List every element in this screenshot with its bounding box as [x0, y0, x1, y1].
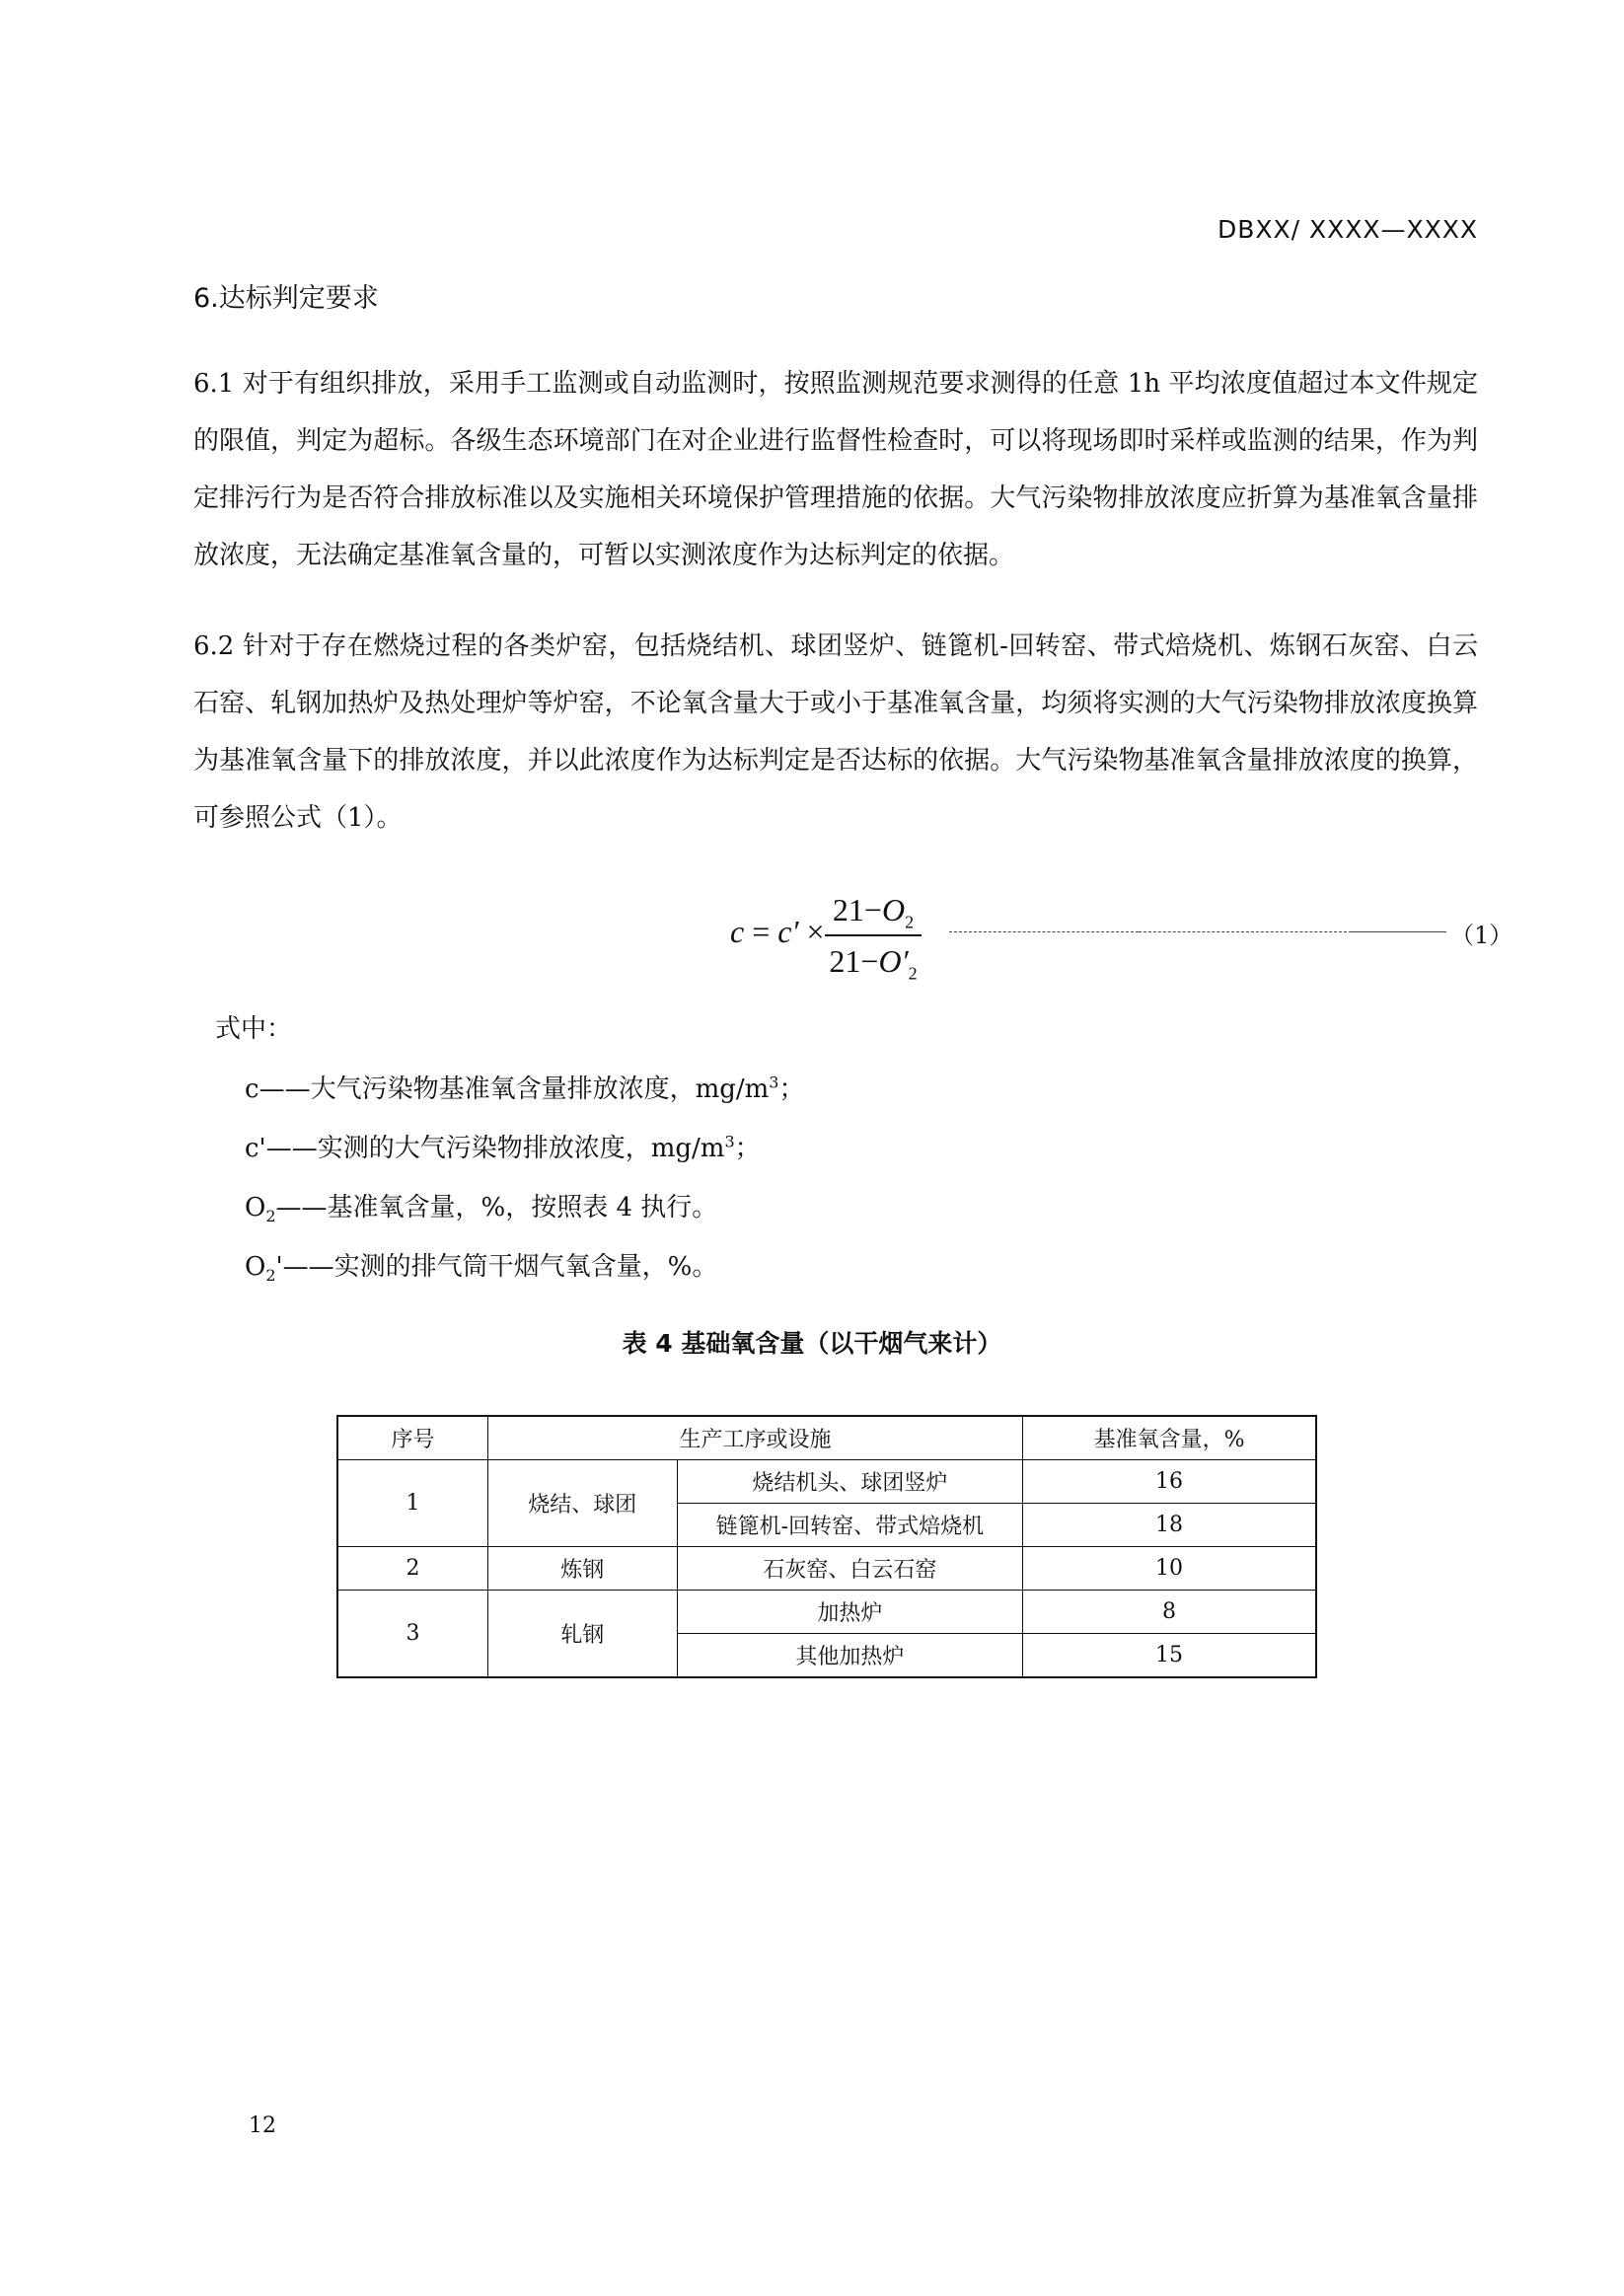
- cell-item: 烧结机头、球团竖炉: [677, 1460, 1022, 1504]
- cell-item: 链篦机-回转窑、带式焙烧机: [677, 1504, 1022, 1547]
- cell-value: 18: [1023, 1504, 1316, 1547]
- formula-lhs: [730, 914, 825, 950]
- table-title: 表 4 基础氧含量（以干烟气来计）: [622, 1329, 1002, 1358]
- leader-line: [1139, 931, 1352, 932]
- header-seq: 序号: [337, 1416, 487, 1460]
- oxygen-table: [336, 1415, 1317, 1678]
- header-process: 生产工序或设施: [487, 1416, 1022, 1460]
- table-row: [337, 1460, 1316, 1504]
- section-heading: 6.达标判定要求: [193, 283, 379, 314]
- definition-c-prime: c'——实测的大气污染物排放浓度，$mg/m^3$；: [245, 1132, 761, 1163]
- formula-times: ×: [806, 914, 825, 949]
- formula-denominator: $21-O'_2$: [829, 943, 918, 984]
- cell-seq: 1: [337, 1460, 487, 1547]
- cell-item: 加热炉: [677, 1591, 1022, 1634]
- table-row: [337, 1591, 1316, 1634]
- cell-group: 轧钢: [487, 1591, 677, 1678]
- formula-1: [730, 888, 1513, 987]
- where-label: 式中：: [215, 1014, 293, 1044]
- definition-o2-prime: $O_2'——$实测的排气筒干烟气氧含量，%。: [245, 1252, 718, 1286]
- leader-line: [1352, 931, 1446, 932]
- cell-item: 石灰窑、白云石窑: [677, 1547, 1022, 1591]
- formula-c-prime: c′: [777, 914, 799, 949]
- cell-value: 15: [1023, 1634, 1316, 1678]
- cell-value: 10: [1023, 1547, 1316, 1591]
- formula-c: c: [730, 914, 745, 949]
- definition-o2: $O_2——$基准氧含量，%，按照表 4 执行。: [245, 1193, 718, 1226]
- leader-line: [949, 931, 1139, 932]
- header-oxygen: 基准氧含量，%: [1023, 1416, 1316, 1460]
- fraction-bar: [825, 934, 922, 936]
- formula-fraction: [825, 888, 922, 983]
- cell-value: 16: [1023, 1460, 1316, 1504]
- formula-equals: =: [752, 914, 771, 949]
- cell-item: 其他加热炉: [677, 1634, 1022, 1678]
- cell-seq: 3: [337, 1591, 487, 1678]
- formula-numerator: $21-O_2$: [832, 892, 915, 932]
- equation-number: （1）: [1450, 922, 1513, 949]
- definition-c: c——大气污染物基准氧含量排放浓度，$mg/m^3$；: [245, 1073, 805, 1104]
- paragraph-6-2: 6.2 针对于存在燃烧过程的各类炉窑，包括烧结机、球团竖炉、链篦机-回转窑、带式焙烧机、炼钢石灰窑、白云石窑、轧钢加热炉及热处理炉等炉窑，不论氧含量大于或小于基准氧含量，均须将实测的大气污染物排放浓度换算为基准氧含量下的排放浓度，并以此浓度作为达标判定是否达标的依据。大气污染物基准氧含量排放浓度的换算，可参照公式（1）。: [193, 631, 1478, 833]
- paragraph-6-1: 6.1 对于有组织排放，采用手工监测或自动监测时，按照监测规范要求测得的任意 1h 平均浓度值超过本文件规定的限值，判定为超标。各级生态环境部门在对企业进行监督性检查时，可以将现场即时采样或监测的结果，作为判定排污行为是否符合排放标准以及实施相关环境保护管理措施的依据。大气污染物排放浓度应折算为基准氧含量排放浓度，无法确定基准氧含量的，可暂以实测浓度作为达标判定的依据。: [193, 369, 1478, 570]
- cell-seq: 2: [337, 1547, 487, 1591]
- table-row: [337, 1547, 1316, 1591]
- table-header-row: [337, 1416, 1316, 1460]
- cell-value: 8: [1023, 1591, 1316, 1634]
- cell-group: 烧结、球团: [487, 1460, 677, 1547]
- page-number: 12: [249, 2113, 276, 2138]
- cell-group: 炼钢: [487, 1547, 677, 1591]
- document-code: DBXX/ XXXX—XXXX: [1217, 215, 1478, 244]
